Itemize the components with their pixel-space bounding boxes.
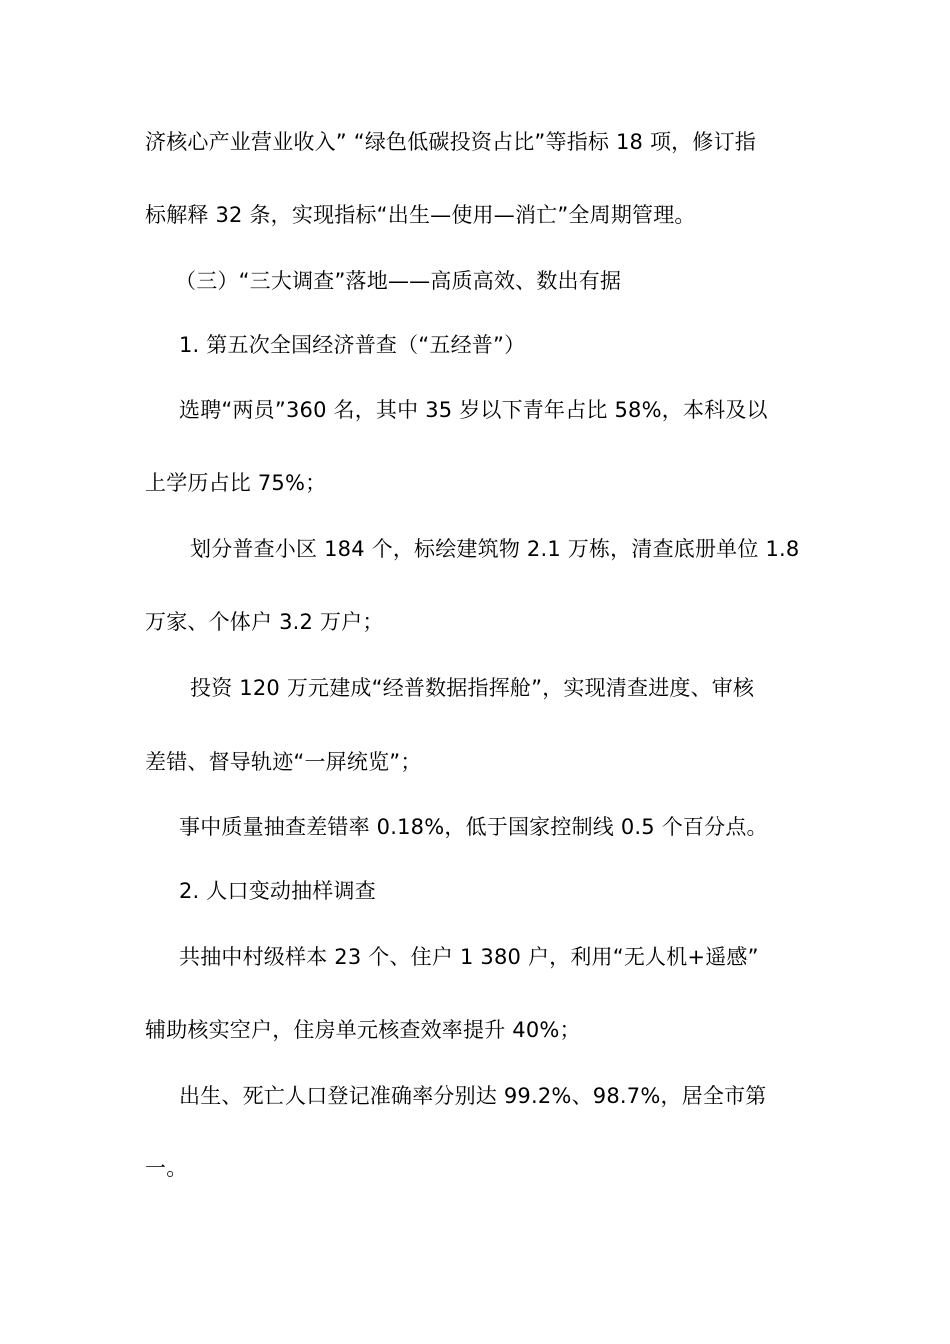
paragraph-line: 事中质量抽查差错率 0.18%，低于国家控制线 0.5 个百分点。 xyxy=(179,815,768,839)
paragraph-line: 标解释 32 条，实现指标“出生—使用—消亡”全周期管理。 xyxy=(145,203,696,227)
subsection-heading: 2. 人口变动抽样调查 xyxy=(179,879,376,903)
subsection-heading: 1. 第五次全国经济普查（“五经普”） xyxy=(179,333,526,357)
paragraph-line: 上学历占比 75%； xyxy=(145,471,327,495)
paragraph-line: 万家、个体户 3.2 万户； xyxy=(145,610,384,634)
paragraph-line: 出生、死亡人口登记准确率分别达 99.2%、98.7%，居全市第 xyxy=(179,1084,767,1108)
paragraph-line: 济核心产业营业收入” “绿色低碳投资占比”等指标 18 项，修订指 xyxy=(145,130,756,154)
paragraph-line: 投资 120 万元建成“经普数据指挥舱”，实现清查进度、审核 xyxy=(190,676,755,700)
paragraph-line: 差错、督导轨迹“一屏统览”； xyxy=(145,750,422,774)
section-heading: （三）“三大调查”落地——高质高效、数出有据 xyxy=(175,269,622,293)
paragraph-line: 共抽中村级样本 23 个、住户 1 380 户，利用“无人机+遥感” xyxy=(179,945,759,969)
paragraph-line: 辅助核实空户，住房单元核查效率提升 40%； xyxy=(145,1018,581,1042)
paragraph-line: 一。 xyxy=(145,1156,188,1180)
paragraph-line: 划分普查小区 184 个，标绘建筑物 2.1 万栋，清查底册单位 1.8 xyxy=(190,537,800,561)
paragraph-line: 选聘“两员”360 名，其中 35 岁以下青年占比 58%，本科及以 xyxy=(179,398,768,422)
